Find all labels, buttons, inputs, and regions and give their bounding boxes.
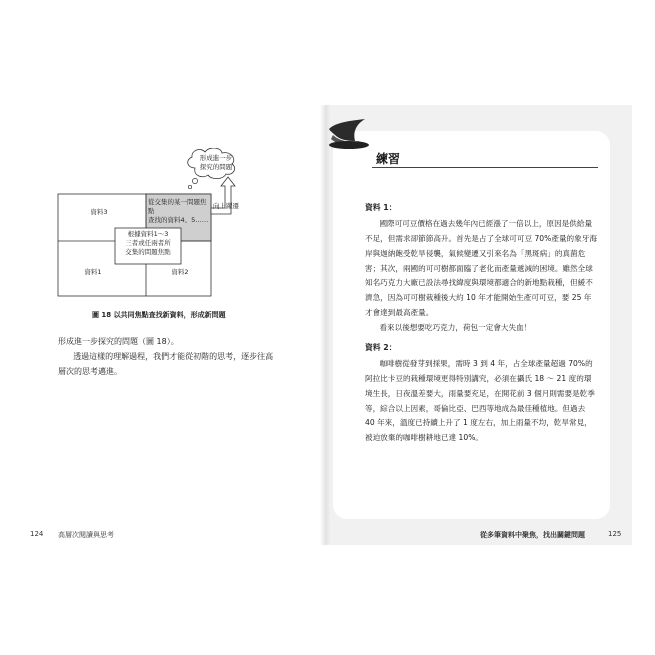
material-2 (365, 340, 597, 446)
witch-hat-icon (325, 115, 370, 155)
arrow-label: 向上躍遷 (213, 202, 239, 210)
left-body-text (58, 335, 278, 379)
title-rule (372, 167, 598, 168)
cloud-label: 形成進一步 探究的問題 (199, 154, 233, 171)
left-paragraph: 形成進一步探究的問題（圖 18）。 (58, 337, 179, 346)
left-page-number: 124 (30, 530, 44, 538)
right-page-number: 125 (608, 530, 622, 538)
material-2-label: 資料 2： (365, 343, 397, 352)
book-gutter (320, 105, 330, 545)
material-1 (365, 200, 597, 336)
material-1-paragraph: 看來以後想要吃巧克力，荷包一定會大失血！ (379, 322, 532, 332)
material-1-paragraph: 國際可可豆價格在過去幾年內已經漲了一倍以上，原因是供給量不足，但需求卻節節高升。首先是占了全球可可豆 70%產量的象牙海岸與迦納飽受乾旱侵襲，氣候變遷又引來名為「黑斑病」的真菌危害；其次，兩國的可可樹都面臨了老化而產量遞減的困境。雖然全球知名巧克力大廠已設法尋找緯度與環境都適合的新地點栽種，但緩不濟急，因為可可樹栽種後大約 10 年才能開始生產可可豆，要 25 年才會達到最高產量。 (365, 219, 597, 317)
cloud-bubble-icon (192, 178, 197, 183)
quadrant-label-3: 資料3 (90, 208, 108, 216)
figure-caption: 圖 18 以共同焦點查找新資料，形成新問題 (92, 311, 226, 319)
figure-18 (55, 148, 295, 328)
quadrant-label-2: 資料2 (171, 268, 189, 276)
center-box-label: 根據資料1〜3 三者或任兩者所 交集的問題焦點 (125, 230, 171, 256)
material-2-paragraph: 咖啡樹從發芽到採果，需時 3 到 4 年，占全球產量超過 70%的阿拉比卡豆的栽種環境更得特別講究，必須在攝氏 18 ～ 21 度的環境生長，日夜溫差要大，雨量要充足，在開花前 3 個月則需要是乾季等，綜合以上因素，哥倫比亞、巴西等地成為最佳種植地。但過去 40 年來，溫度已持續上升了 1 度左右，加上雨量不均，乾旱常見，被迫放棄的咖啡樹耕地已達 10%。 (365, 359, 595, 443)
exercise-title: 練習 (376, 152, 401, 166)
right-running-head: 從多筆資料中聚焦，找出關鍵問題 (480, 531, 585, 539)
left-running-head: 高層次閱讀與思考 (58, 531, 114, 539)
quadrant-label-1: 資料1 (84, 268, 102, 276)
cloud-bubble-icon (188, 185, 191, 188)
left-paragraph: 透過這樣的理解過程，我們才能從初階的思考，逐步往高層次的思考邁進。 (58, 351, 274, 376)
material-1-label: 資料 1： (365, 203, 397, 212)
shaded-box-label: 從交集的某一問題焦點 查找的資料4、5…… (148, 198, 209, 224)
